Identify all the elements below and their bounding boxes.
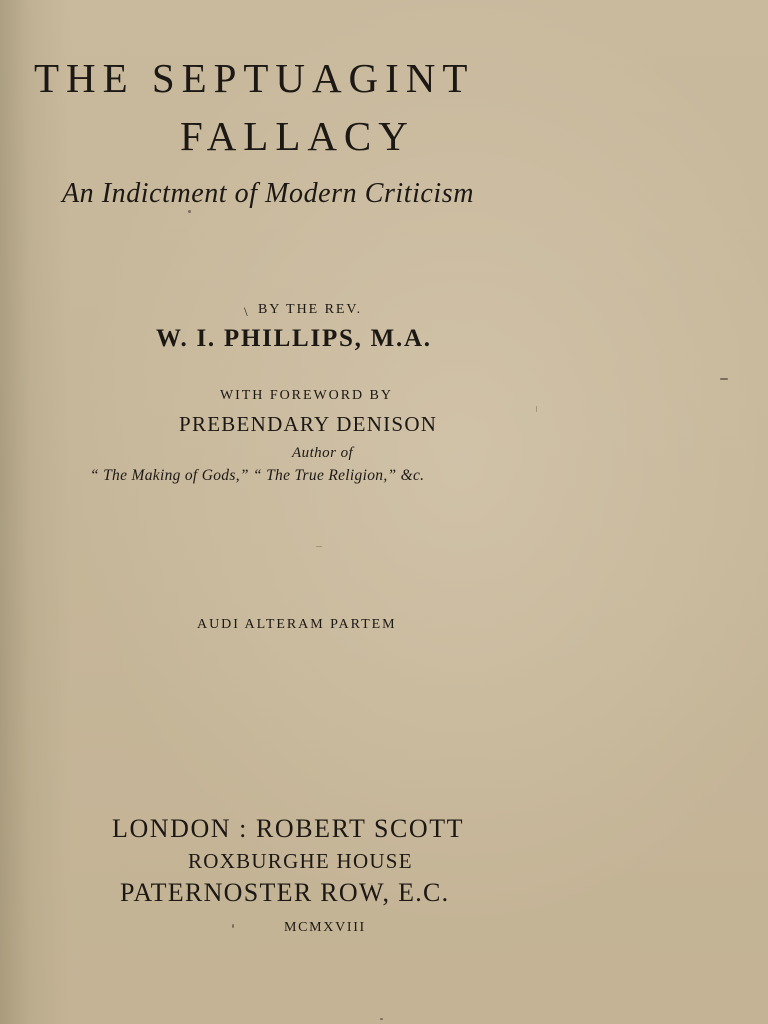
book-title-line-2: FALLACY <box>180 113 415 159</box>
book-subtitle: An Indictment of Modern Criticism <box>62 178 474 209</box>
book-title-line-1: THE SEPTUAGINT <box>34 55 475 101</box>
publisher-line-1: LONDON : ROBERT SCOTT <box>112 814 465 843</box>
foreword-author-works: “ The Making of Gods,” “ The True Religion,” &c. <box>90 467 425 484</box>
publisher-line-2: ROXBURGHE HOUSE <box>188 849 413 873</box>
author-name: W. I. PHILLIPS, M.A. <box>156 325 432 352</box>
paper-speck <box>232 924 234 928</box>
paper-speck <box>720 378 728 380</box>
foreword-label: WITH FOREWORD BY <box>220 388 393 403</box>
paper-speck <box>380 1018 383 1020</box>
foreword-author-of: Author of <box>292 445 354 461</box>
paper-speck <box>316 546 322 547</box>
motto: AUDI ALTERAM PARTEM <box>197 617 397 632</box>
publisher-line-3: PATERNOSTER ROW, E.C. <box>120 878 450 907</box>
foreword-author: PREBENDARY DENISON <box>179 412 438 436</box>
paper-speck <box>536 406 537 412</box>
stray-mark: \ <box>244 304 248 319</box>
paper-speck <box>188 210 191 213</box>
byline: BY THE REV. <box>258 302 363 317</box>
publication-year: MCMXVIII <box>284 920 366 935</box>
